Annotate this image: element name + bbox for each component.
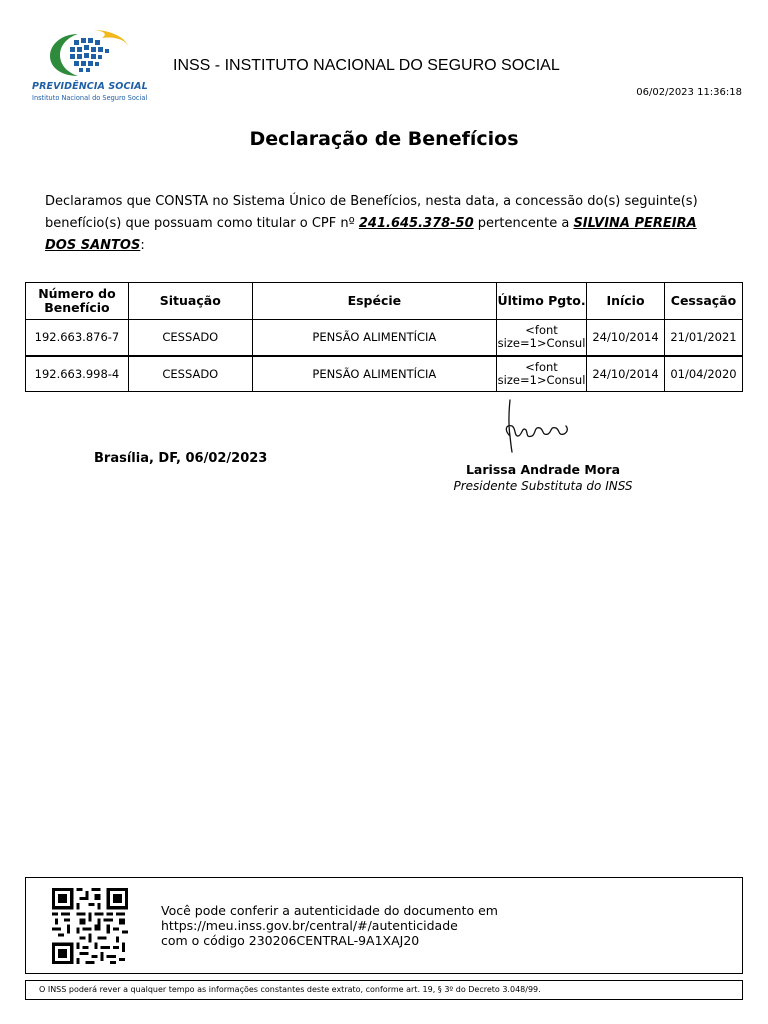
authenticity-line-1: Você pode conferir a autenticidade do documento em (161, 903, 498, 918)
logo-title: PREVIDÊNCIA SOCIAL (32, 81, 148, 92)
table-row (26, 320, 743, 356)
benefit-type: PENSÃO ALIMENTÍCIA (252, 320, 496, 356)
place-and-date: Brasília, DF, 06/02/2023 (94, 451, 268, 466)
previdencia-logo (30, 28, 152, 106)
cpf-number: 241.645.378-50 (358, 216, 474, 231)
table-row (26, 356, 743, 392)
authenticity-url: https://meu.inss.gov.br/central/#/autenticidade (161, 918, 458, 933)
last-payment (497, 320, 587, 356)
column-header-cessacao: Cessação (664, 283, 742, 320)
column-header-inicio: Início (587, 283, 665, 320)
signer-role: Presidente Substituta do INSS (453, 479, 633, 493)
column-header-numero: Número do Benefício (26, 283, 129, 320)
benefit-status: CESSADO (128, 356, 252, 392)
last-payment-line1: <font (525, 323, 558, 338)
previdencia-emblem-icon (48, 28, 130, 80)
organization-name: INSS - INSTITUTO NACIONAL DO SEGURO SOCIAL (173, 57, 560, 74)
column-header-especie: Espécie (252, 283, 496, 320)
authenticity-code: com o código 230206CENTRAL-9A1XAJ20 (161, 933, 420, 948)
benefit-end: 21/01/2021 (664, 320, 742, 356)
intro-prefix: Declaramos que CONSTA no Sistema Único de Benefícios, nesta data, a concessão do(s) seguinte(s) benefício(s) que possuam como titular o CPF nº (45, 194, 698, 231)
last-payment (497, 356, 587, 392)
footnote-box (25, 980, 743, 1000)
document-title: Declaração de Benefícios (249, 128, 519, 150)
declaration-paragraph (45, 191, 725, 257)
handwritten-signature-icon (500, 396, 572, 454)
benefit-end: 01/04/2020 (664, 356, 742, 392)
benefit-number: 192.663.876-7 (26, 320, 129, 356)
benefit-status: CESSADO (128, 320, 252, 356)
footnote-text: O INSS poderá rever a qualquer tempo as informações constantes deste extrato, conforme art. 19, § 3º do Decreto 3.048/99. (39, 985, 541, 994)
last-payment-line1: <font (525, 359, 558, 374)
benefit-start: 24/10/2014 (587, 356, 665, 392)
benefits-table (25, 282, 743, 392)
last-payment-line2: size=1>Consul (497, 372, 586, 387)
logo-subtitle: Instituto Nacional do Seguro Social (32, 94, 148, 102)
intro-suffix: : (140, 238, 145, 253)
qr-code-icon (50, 888, 130, 964)
last-payment-line2: size=1>Consul (497, 336, 586, 351)
column-header-ultimo-pgto: Último Pgto. (497, 283, 587, 320)
authenticity-text (161, 903, 498, 948)
authenticity-box (25, 877, 743, 974)
intro-middle: pertencente a (473, 216, 574, 231)
signer-name: Larissa Andrade Mora (465, 462, 621, 477)
column-header-situacao: Situação (128, 283, 252, 320)
benefit-type: PENSÃO ALIMENTÍCIA (252, 356, 496, 392)
table-header-row (26, 283, 743, 320)
holder-name: SILVINA PEREIRA DOS SANTOS (45, 216, 697, 253)
issue-timestamp: 06/02/2023 11:36:18 (636, 87, 742, 98)
benefit-number: 192.663.998-4 (26, 356, 129, 392)
benefit-start: 24/10/2014 (587, 320, 665, 356)
